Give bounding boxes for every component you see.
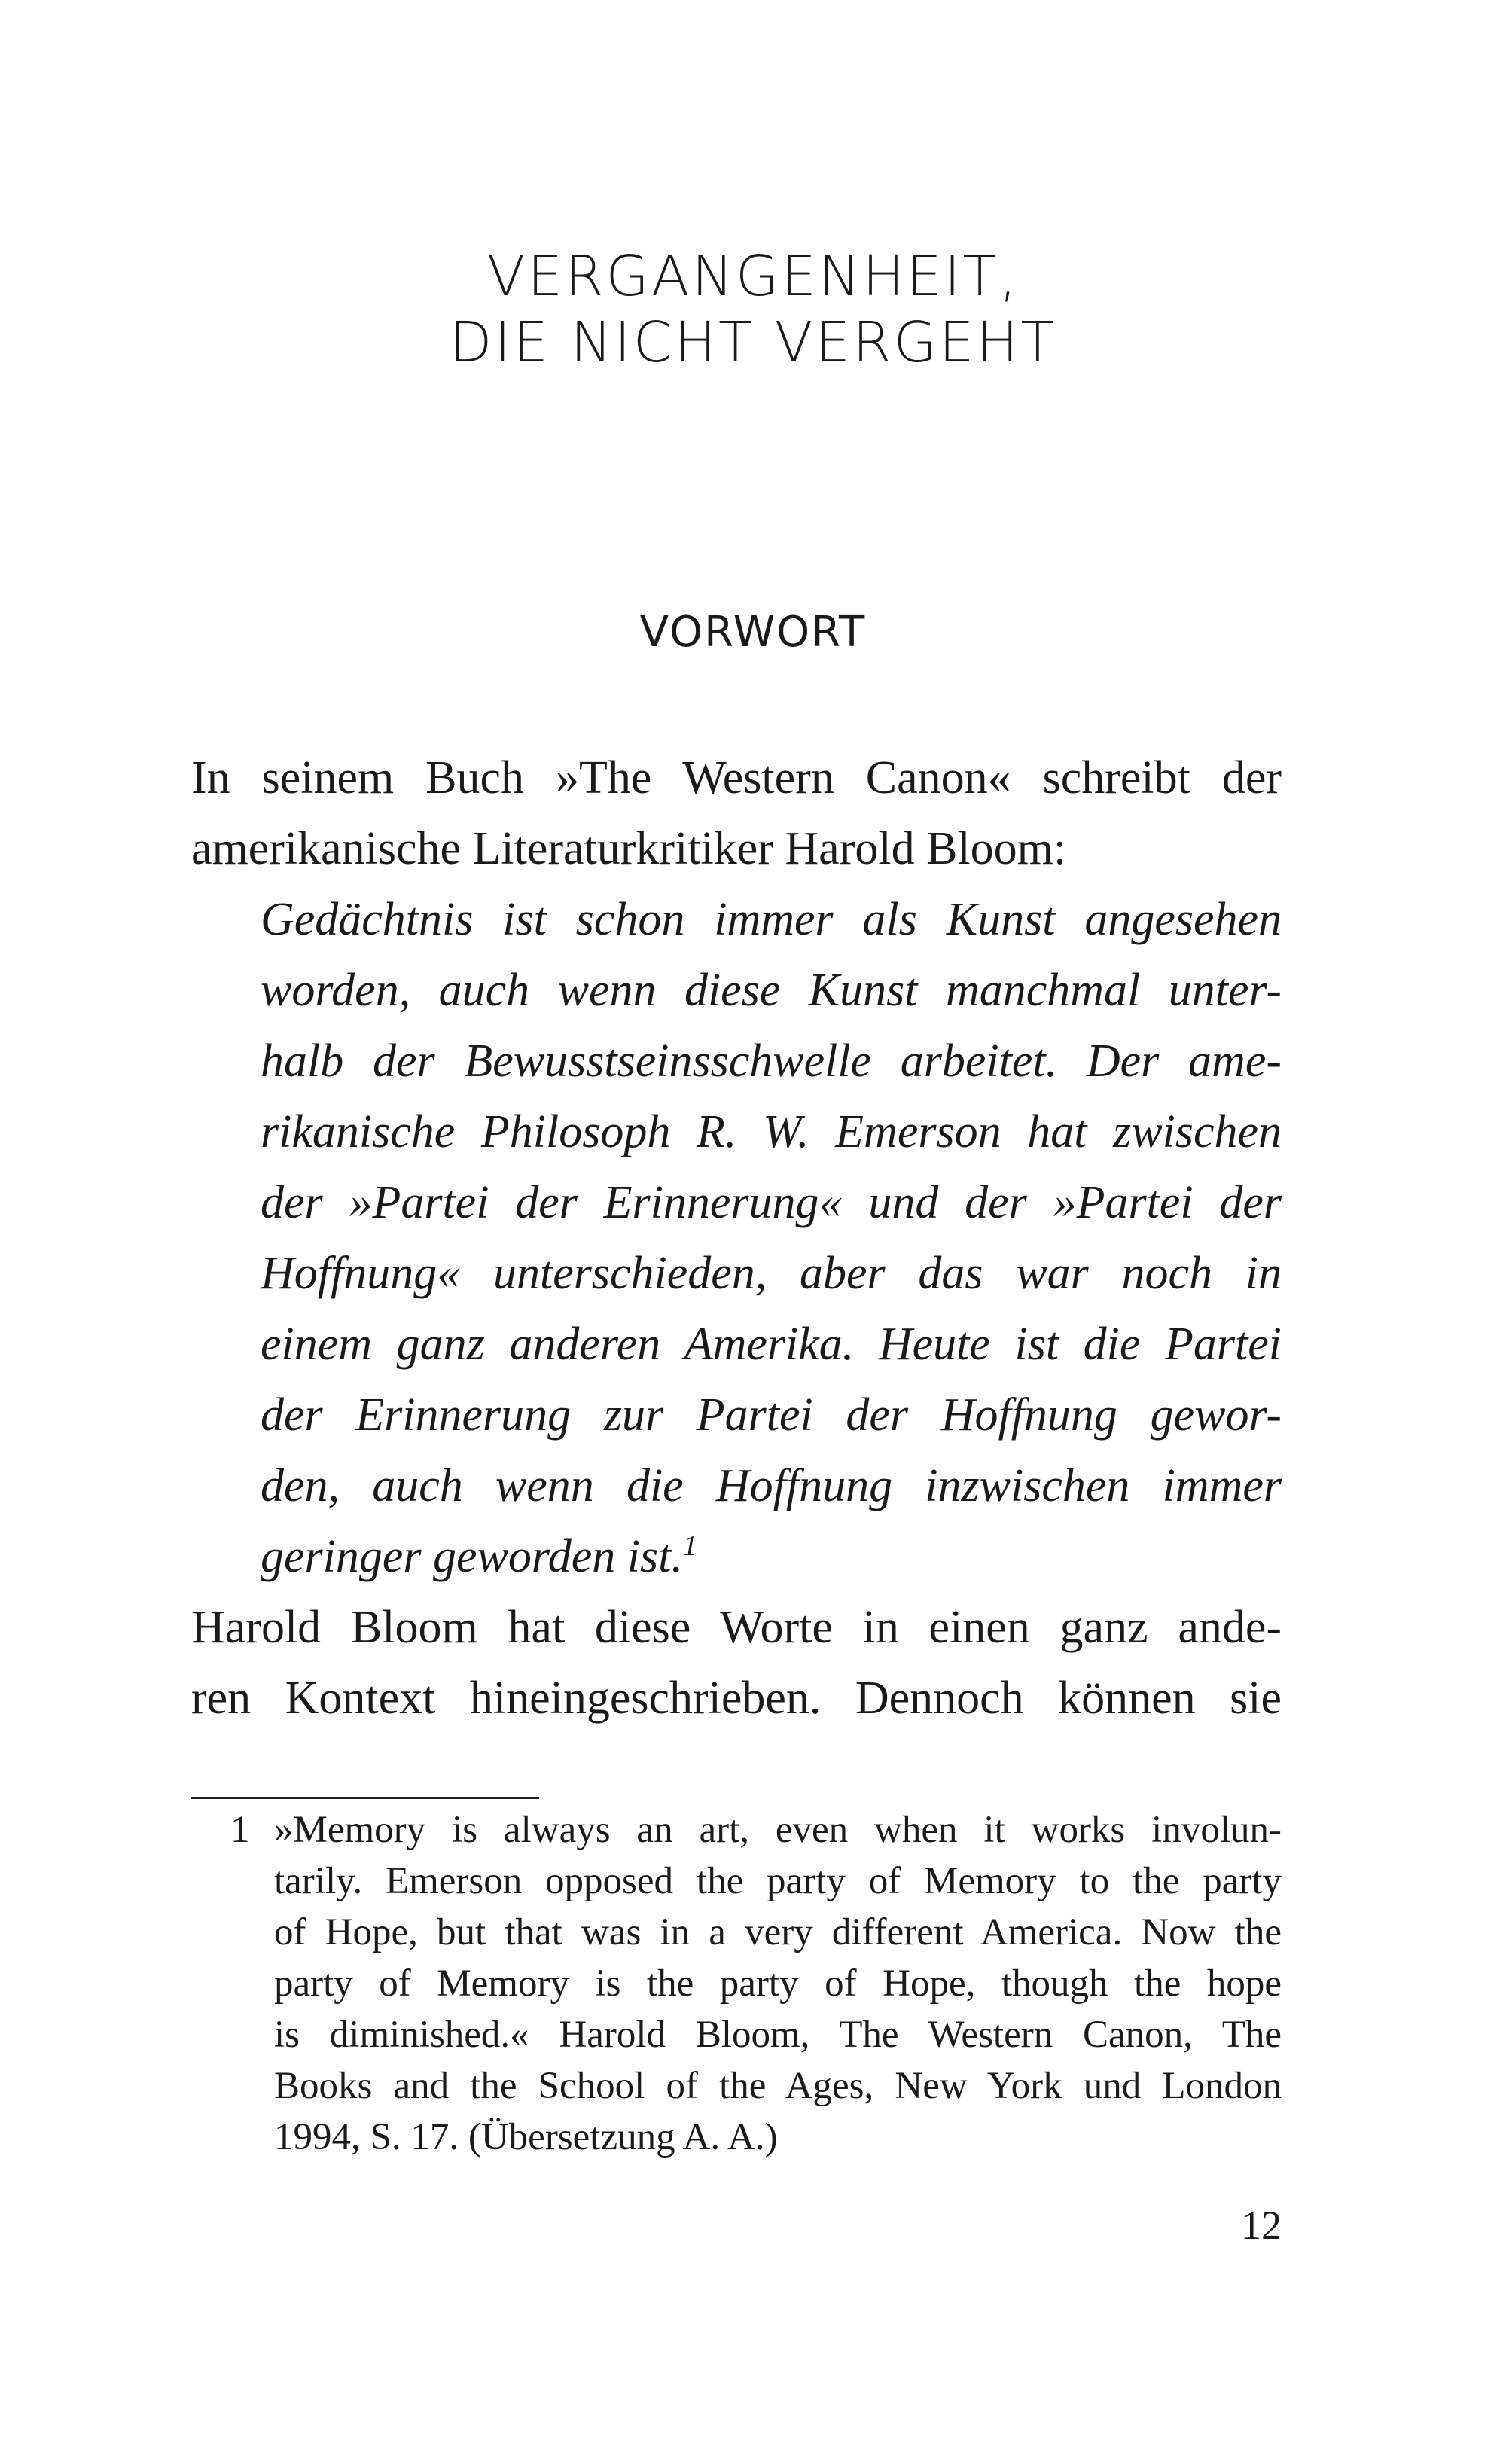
footnote-number: 1	[230, 1809, 250, 1851]
quote-line: worden, auch wenn diese Kunst manchmal unter-	[261, 965, 1282, 1016]
quote-line: der »Partei der Erinnerung« und der »Partei der	[261, 1177, 1282, 1228]
footnote-line: tarily. Emerson opposed the party of Memory to the party	[274, 1860, 1282, 1902]
quote-line: den, auch wenn die Hoffnung inzwischen immer	[261, 1460, 1282, 1511]
body-line: amerikanische Literaturkritiker Harold Bloom:	[191, 823, 1067, 874]
body-line: Harold Bloom hat diese Worte in einen ganz ande-	[191, 1602, 1282, 1653]
footnote-line: »Memory is always an art, even when it works involun-	[274, 1809, 1282, 1851]
quote-line: einem ganz anderen Amerika. Heute ist die Partei	[261, 1319, 1282, 1370]
footnote-line: party of Memory is the party of Hope, though the hope	[274, 1962, 1282, 2005]
quote-last-line	[261, 1530, 1282, 1583]
body-line: In seinem Buch »The Western Canon« schreibt der	[191, 752, 1282, 804]
quote-line: rikanische Philosoph R. W. Emerson hat zwischen	[261, 1106, 1282, 1157]
quote-line: Gedächtnis ist schon immer als Kunst angesehen	[261, 894, 1282, 945]
footnote-line: of Hope, but that was in a very different America. Now the	[274, 1911, 1282, 1953]
footnote-line: 1994, S. 17. (Übersetzung A. A.)	[274, 2116, 778, 2158]
page-number: 12	[1241, 2203, 1282, 2248]
quote-line: halb der Bewusstseinsschwelle arbeitet. Der ame-	[261, 1035, 1282, 1087]
chapter-title-line-1: VERGANGENHEIT,	[486, 244, 1020, 309]
footnote-line: Books and the School of the Ages, New York und London	[274, 2065, 1282, 2107]
footnote-line: is diminished.« Harold Bloom, The Western Canon, The	[274, 2014, 1282, 2056]
body-line: ren Kontext hineingeschrieben. Dennoch können sie	[191, 1673, 1282, 1724]
quote-line: geringer geworden ist.	[261, 1531, 683, 1582]
quote-line: der Erinnerung zur Partei der Hoffnung gewor-	[261, 1389, 1282, 1441]
footnote-separator	[191, 1797, 539, 1799]
chapter-title-line-2: DIE NICHT VERGEHT	[449, 310, 1057, 375]
quote-line: Hoffnung« unterschieden, aber das war noch in	[261, 1248, 1282, 1299]
section-heading: VORWORT	[639, 608, 867, 657]
footnote-reference: 1	[682, 1530, 697, 1562]
